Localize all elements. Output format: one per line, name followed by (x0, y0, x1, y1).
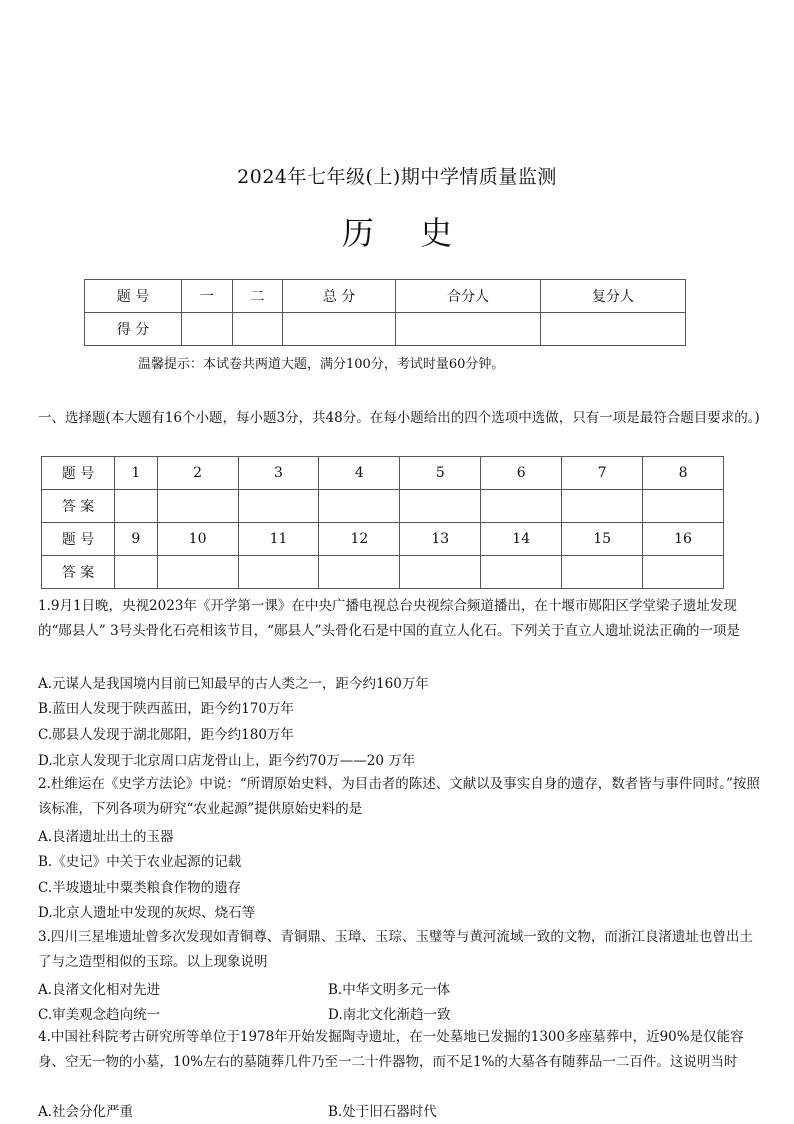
question-3-option-a: A.良渚文化相对先进 (38, 982, 161, 998)
question-1-stem: 1.9月1日晚，央视2023年《开学第一课》在中央广播电视总台央视综合频道播出，在十堰市郧阳区学堂梁子遗址发现的“郧县人” 3号头骨化石亮相该节目，“郧县人”头骨化石是中国的直立人化石。下列关于直立人遗址说法正确的一项是 (38, 598, 740, 639)
question-number: 14 (481, 523, 562, 556)
question-3-option-b: B.中华文明多元一体 (328, 982, 451, 998)
answer-cell[interactable] (562, 556, 643, 589)
score-cell-reviewer: 复分人 (540, 280, 685, 313)
answer-cell[interactable] (319, 490, 400, 523)
question-number: 7 (562, 457, 643, 490)
answer-cell[interactable] (115, 556, 158, 589)
question-2-option-b: B.《史记》中关于农业起源的记载 (38, 854, 242, 870)
question-4-stem: 4.中国社科院考古研究所等单位于1978年开始发掘陶寺遗址，在一处墓地已发掘的1300多座墓葬中，近90%是仅能容身、空无一物的小墓，10%左右的墓随葬几件乃至一二十件器物，而不足1%的大墓各有随葬品一二百件。这说明当时 (38, 1029, 744, 1070)
answer-table (41, 456, 724, 589)
answer-input-row (42, 490, 724, 523)
score-input-cell[interactable] (283, 313, 396, 346)
answer-cell[interactable] (643, 556, 724, 589)
answer-cell[interactable] (115, 490, 158, 523)
score-row-label: 得 分 (85, 313, 182, 346)
question-number: 10 (157, 523, 238, 556)
answer-cell[interactable] (481, 556, 562, 589)
question-number: 12 (319, 523, 400, 556)
question-number: 3 (238, 457, 319, 490)
score-table-score-row (85, 313, 686, 346)
score-input-cell[interactable] (540, 313, 685, 346)
answer-row-label: 题 号 (42, 523, 115, 556)
question-number: 8 (643, 457, 724, 490)
question-3-stem: 3.四川三星堆遗址曾多次发现如青铜尊、青铜鼎、玉璋、玉琮、玉璧等与黄河流域一致的文物，而浙江良渚遗址也曾出土了与之造型相似的玉琮。以上现象说明 (38, 929, 753, 970)
score-input-cell[interactable] (232, 313, 283, 346)
question-1-option-c: C.郧县人发现于湖北郧阳，距今约180万年 (38, 727, 294, 743)
question-2-option-a: A.良渚遗址出土的玉器 (38, 829, 174, 845)
answer-cell[interactable] (562, 490, 643, 523)
exam-title: 2024年七年级(上)期中学情质量监测 (237, 166, 557, 188)
score-cell-part1: 一 (182, 280, 233, 313)
question-number: 11 (238, 523, 319, 556)
question-4-option-a: A.社会分化严重 (38, 1104, 134, 1120)
answer-row-label: 答 案 (42, 490, 115, 523)
score-table (84, 279, 686, 346)
answer-cell[interactable] (319, 556, 400, 589)
question-number: 1 (115, 457, 158, 490)
answer-cell[interactable] (238, 490, 319, 523)
answer-input-row (42, 556, 724, 589)
question-4-option-b: B.处于旧石器时代 (328, 1104, 437, 1120)
answer-cell[interactable] (238, 556, 319, 589)
score-cell-label: 题 号 (85, 280, 182, 313)
score-input-cell[interactable] (395, 313, 540, 346)
answer-cell[interactable] (400, 490, 481, 523)
section-heading: 一、选择题(本大题有16个小题，每小题3分，共48分。在每小题给出的四个选项中选做，只有一项是最符合题目要求的。) (38, 410, 760, 426)
question-number: 5 (400, 457, 481, 490)
score-cell-total: 总 分 (283, 280, 396, 313)
score-cell-adder: 合分人 (395, 280, 540, 313)
question-number: 6 (481, 457, 562, 490)
question-1-option-b: B.蓝田人发现于陕西蓝田，距今约170万年 (38, 701, 294, 717)
score-cell-part2: 二 (232, 280, 283, 313)
question-2-option-c: C.半坡遗址中粟类粮食作物的遗存 (38, 880, 242, 896)
answer-cell[interactable] (643, 490, 724, 523)
question-number: 2 (157, 457, 238, 490)
question-1-option-d: D.北京人发现于北京周口店龙骨山上，距今约70万——20 万年 (38, 753, 416, 769)
question-number: 9 (115, 523, 158, 556)
subject-title: 历 史 (341, 214, 453, 252)
score-table-header-row (85, 280, 686, 313)
question-number: 16 (643, 523, 724, 556)
question-2-option-d: D.北京人遗址中发现的灰烬、烧石等 (38, 905, 256, 921)
question-2-stem: 2.杜维运在《史学方法论》中说：“所谓原始史料，为目击者的陈述、文献以及事实自身的遗存，数者皆与事件同时。”按照该标准，下列各项为研究“农业起源”提供原始史料的是 (38, 776, 760, 817)
answer-cell[interactable] (157, 490, 238, 523)
question-3-option-d: D.南北文化渐趋一致 (328, 1007, 451, 1023)
score-input-cell[interactable] (182, 313, 233, 346)
question-number: 4 (319, 457, 400, 490)
answer-cell[interactable] (157, 556, 238, 589)
question-number: 15 (562, 523, 643, 556)
answer-cell[interactable] (400, 556, 481, 589)
exam-tip: 温馨提示：本试卷共两道大题，满分100分，考试时量60分钟。 (138, 357, 505, 372)
answer-row-label: 答 案 (42, 556, 115, 589)
question-1-option-a: A.元谋人是我国境内目前已知最早的古人类之一，距今约160万年 (38, 676, 429, 692)
question-number: 13 (400, 523, 481, 556)
question-3-option-c: C.审美观念趋向统一 (38, 1007, 161, 1023)
answer-row-label: 题 号 (42, 457, 115, 490)
answer-number-row (42, 523, 724, 556)
answer-cell[interactable] (481, 490, 562, 523)
answer-number-row (42, 457, 724, 490)
